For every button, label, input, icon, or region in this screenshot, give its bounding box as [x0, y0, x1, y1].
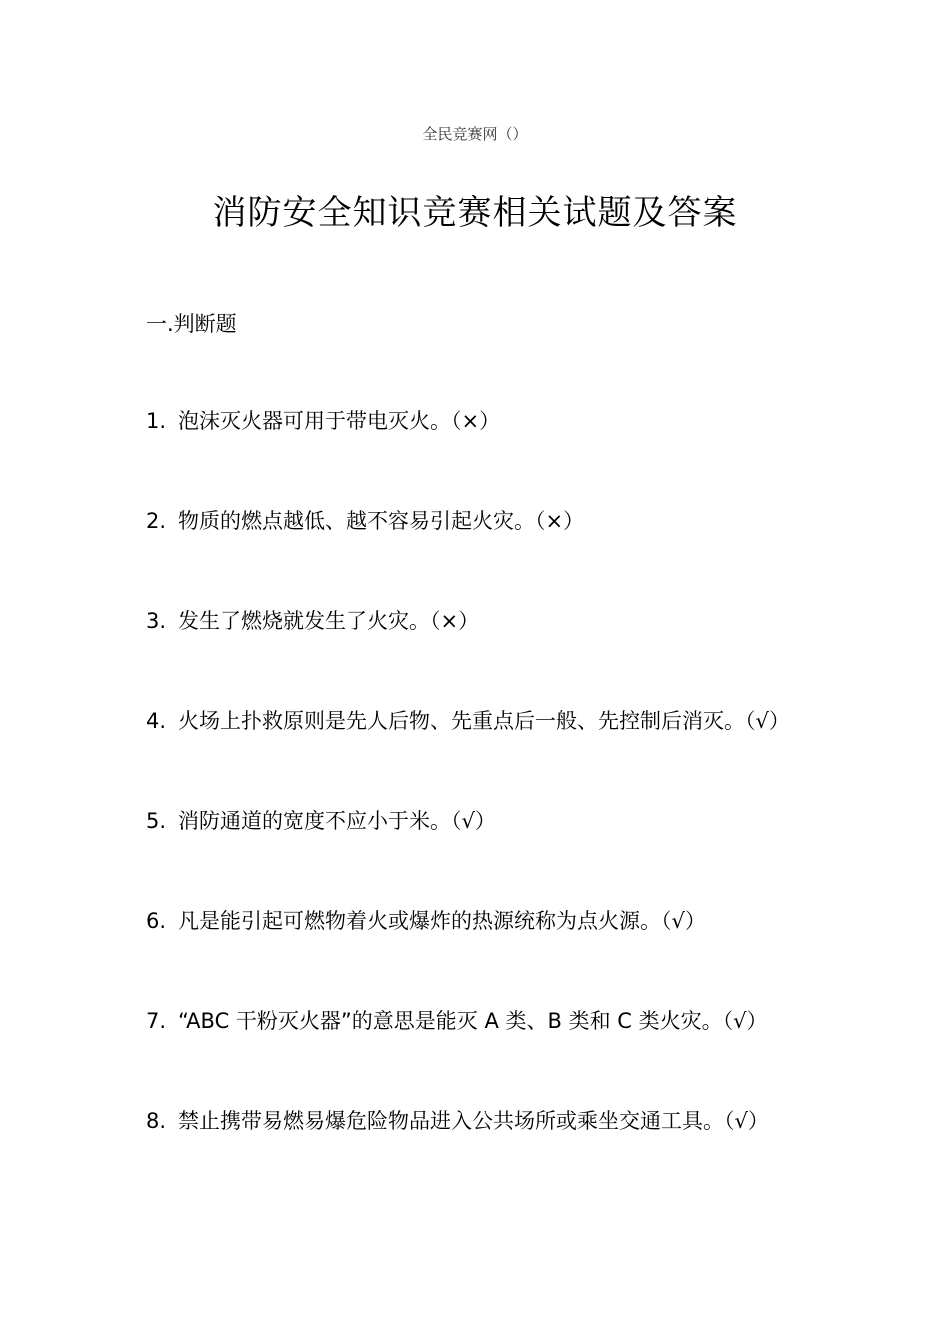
- question-number: 7.: [146, 1009, 167, 1033]
- site-header: 全民竞赛网（）: [422, 125, 528, 143]
- page-title: 消防安全知识竞赛相关试题及答案: [212, 193, 738, 233]
- question-number: 4.: [146, 709, 167, 733]
- question-number: 3.: [146, 609, 167, 633]
- question-item: [146, 807, 846, 907]
- question-list: [146, 407, 846, 1207]
- question-text: 禁止携带易燃易爆危险物品进入公共场所或乘坐交通工具。（√）: [178, 1109, 769, 1133]
- question-number: 6.: [146, 909, 167, 933]
- question-text: 发生了燃烧就发生了火灾。（×）: [178, 609, 480, 633]
- question-text: “ABC 干粉灭火器”的意思是能灭 A 类、B 类和 C 类火灾。（√）: [178, 1009, 768, 1033]
- question-item: [146, 707, 846, 807]
- section-heading: 一.判断题: [146, 312, 237, 336]
- question-item: [146, 607, 846, 707]
- question-number: 2.: [146, 509, 167, 533]
- question-text: 泡沫灭火器可用于带电灭火。（×）: [178, 409, 501, 433]
- question-number: 1.: [146, 409, 167, 433]
- question-text: 物质的燃点越低、越不容易引起火灾。（×）: [178, 509, 585, 533]
- question-item: [146, 507, 846, 607]
- question-number: 8.: [146, 1109, 167, 1133]
- question-number: 5.: [146, 809, 167, 833]
- question-item: [146, 1007, 846, 1107]
- question-text: 火场上扑救原则是先人后物、先重点后一般、先控制后消灭。（√）: [178, 709, 790, 733]
- question-text: 消防通道的宽度不应小于米。（√）: [178, 809, 496, 833]
- question-item: [146, 907, 846, 1007]
- question-item: [146, 1107, 846, 1207]
- question-text: 凡是能引起可燃物着火或爆炸的热源统称为点火源。（√）: [178, 909, 706, 933]
- question-item: [146, 407, 846, 507]
